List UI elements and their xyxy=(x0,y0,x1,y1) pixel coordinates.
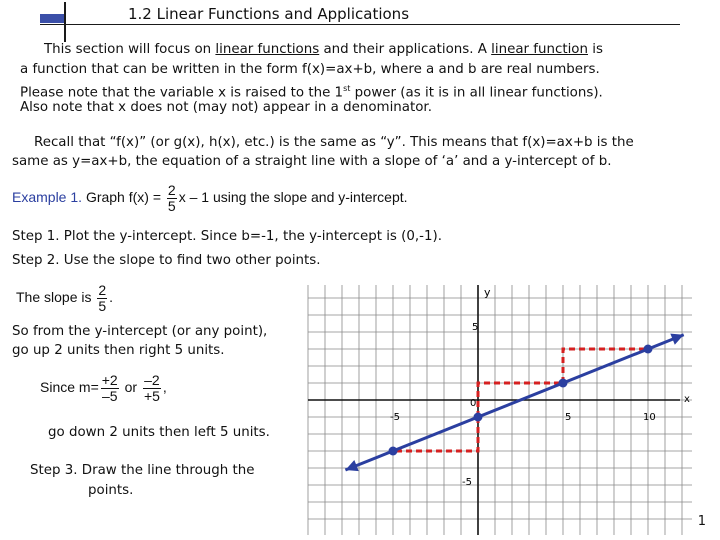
since-fraction-1 xyxy=(101,373,119,404)
title-divider-vertical xyxy=(64,2,66,42)
intro-line-2: a function that can be written in the form f(x)=ax+b, where a and b are real numbers. xyxy=(20,62,600,77)
tick-x-5: 5 xyxy=(565,412,572,423)
plotted-point xyxy=(474,413,483,422)
plotted-point xyxy=(559,379,568,388)
example-label: Example 1. xyxy=(12,189,86,206)
tick-x-10: 10 xyxy=(643,412,656,423)
fraction-numerator: +2 xyxy=(101,372,118,388)
since-or: or xyxy=(124,379,138,396)
tick-x-0: 0 xyxy=(470,398,477,409)
intro-text: This section will focus on xyxy=(44,42,216,57)
slope-fraction xyxy=(97,283,107,314)
example-fraction xyxy=(167,183,177,214)
fraction-denominator: –5 xyxy=(101,388,118,404)
example-text: x – 1 using the slope and y-intercept. xyxy=(178,189,408,206)
y-axis-label: y xyxy=(484,286,491,299)
tick-y-neg-5: -5 xyxy=(462,477,472,488)
go-down-text: go down 2 units then left 5 units. xyxy=(48,425,270,440)
fraction-numerator: 2 xyxy=(98,282,107,298)
page-title: 1.2 Linear Functions and Applications xyxy=(128,5,410,23)
title-accent-bar xyxy=(40,14,66,23)
fraction-denominator: +5 xyxy=(143,388,160,404)
recall-line-1: Recall that “f(x)” (or g(x), h(x), etc.) is the same as “y”. This means that f(x)=ax+b is the xyxy=(34,135,634,150)
from-line-1: So from the y-intercept (or any point), xyxy=(12,324,268,339)
example-text: Graph f(x) = xyxy=(85,189,165,206)
plotted-point xyxy=(644,345,653,354)
term-linear-function: linear function xyxy=(491,42,588,57)
graph-grid xyxy=(308,285,692,535)
recall-line-2: same as y=ax+b, the equation of a straight line with a slope of ‘a’ and a y-intercept of b. xyxy=(12,154,612,169)
x-axis-label: x xyxy=(684,394,690,405)
coordinate-graph xyxy=(300,280,700,540)
intro-text: power (as it is in all linear functions). xyxy=(350,85,603,101)
tick-x-neg-5: -5 xyxy=(390,412,400,423)
fraction-denominator: 5 xyxy=(167,198,176,214)
fraction-numerator: –2 xyxy=(144,372,160,388)
step-2: Step 2. Use the slope to find two other points. xyxy=(12,253,321,268)
fraction-denominator: 5 xyxy=(98,298,107,314)
superscript-st: st xyxy=(343,84,351,93)
slope-statement xyxy=(16,283,113,314)
plotted-point xyxy=(389,447,398,456)
step-3-line-2: points. xyxy=(88,483,134,498)
intro-text: Please note that the variable x is raised to the 1 xyxy=(20,85,344,101)
intro-line-1 xyxy=(44,41,603,58)
step-3-line-1: Step 3. Draw the line through the xyxy=(30,463,255,478)
since-fraction-2 xyxy=(143,373,161,404)
tick-y-5: 5 xyxy=(472,322,479,333)
since-comma: , xyxy=(162,379,167,396)
intro-text: and their applications. A xyxy=(319,42,492,57)
page-number: 1 xyxy=(697,514,706,529)
intro-text: is xyxy=(588,42,603,57)
fraction-numerator: 2 xyxy=(167,182,176,198)
from-line-2: go up 2 units then right 5 units. xyxy=(12,343,225,358)
title-divider-horizontal xyxy=(40,24,680,25)
example-heading xyxy=(12,183,408,214)
step-1: Step 1. Plot the y-intercept. Since b=-1, the y-intercept is (0,-1). xyxy=(12,229,442,244)
intro-line-4: Also note that x does not (may not) appear in a denominator. xyxy=(20,100,432,115)
term-linear-functions: linear functions xyxy=(215,42,320,57)
since-statement xyxy=(40,373,167,404)
since-text: Since m= xyxy=(40,379,99,396)
slope-period: . xyxy=(109,289,114,306)
slope-text: The slope is xyxy=(16,289,96,306)
